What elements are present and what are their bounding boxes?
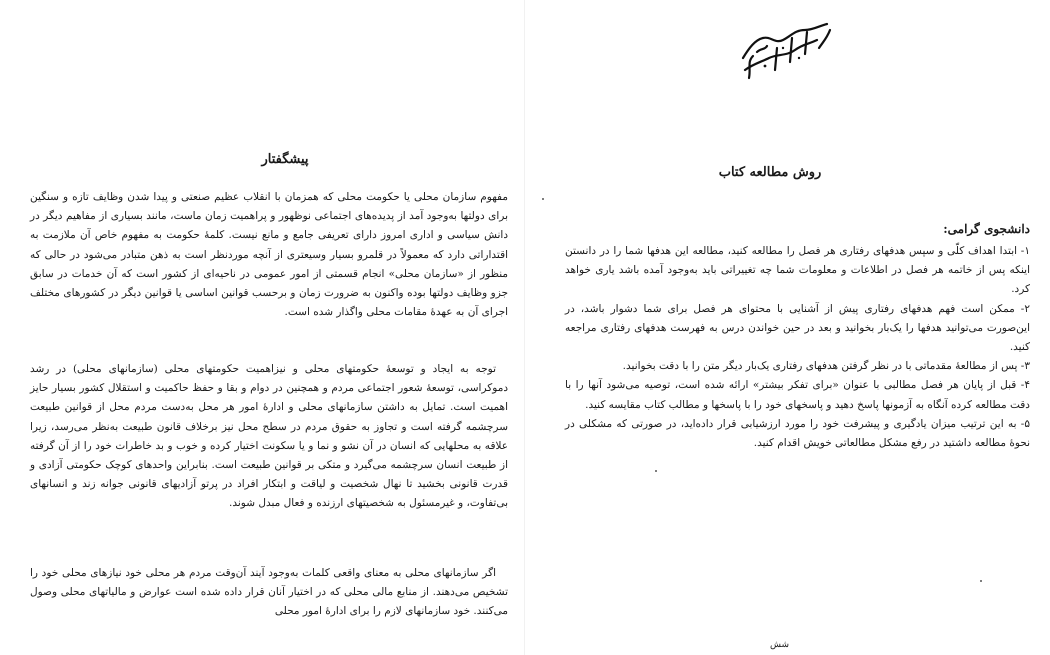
list-item: ۳- پس از مطالعهٔ مقدماتی با در نظر گرفتن هدفهای رفتاری یک‌بار دیگر متن را با دقت بخوانید. (622, 360, 1030, 373)
calligraphy-image (735, 18, 835, 83)
scan-speck (655, 470, 657, 472)
bismillah-calligraphy (735, 18, 835, 83)
page-gutter (524, 0, 525, 655)
paragraph-text: مفهوم سازمان محلی یا حکومت محلی که همزمان با انقلاب عظیم صنعتی و پیدا شدن وظایف تازه و سنگین برای دولتها به‌وجود آمد از پدیده‌های اجتماعی نوظهور و پراهمیت زمان ماست، مانند بسیاری از مفاهیم دیگر در دانش سیاسی و اداری امروز دارای تعریفی جامع و مانع نیست. کلمهٔ حکومت به مفهوم خاص آن ملازمت به اقتداراتی دارد که معمولاً در قلمرو بسیار وسیعتری از آنچه موردنظر است به ذهن متبادر می‌شود در حالی که منظور از «سازمان محلی» انجام قسمتی از امور عمومی در ناحیه‌ای از کشور است که آن خدمات در سابق جزو وظایف دولتها بوده واکنون به ضرورت زمان و برحسب قوانین اساسی یا قوانین دیگر در کشورهای مختلف اجرای آن به عهدهٔ مقامات محلی واگذار شده است. (30, 191, 508, 319)
preface-heading: پیشگفتار (261, 152, 309, 167)
preface-paragraph-3 (30, 564, 508, 622)
preface-paragraph-1 (30, 188, 508, 322)
scan-speck (542, 198, 544, 200)
scan-speck (980, 580, 982, 582)
page-number: شش (770, 640, 790, 650)
study-steps-list (565, 242, 1030, 453)
left-page (0, 0, 520, 655)
list-item: ۵- به این ترتیب میزان یادگیری و پیشرفت خود را مورد ارزشیابی قرار داده‌اید، در صورتی که مشکلی در نحوهٔ مطالعه داشتید در رفع مشکل مطالعاتی خویش اقدام کنید. (565, 417, 1030, 450)
list-item: ۴- قبل از پایان هر فصل مطالبی با عنوان «برای تفکر بیشتر» ارائه شده است، توصیه می‌شود آنها را با دقت مطالعه کرده آنگاه به آزمونها پاسخ دهید و پاسخهای خود را با پاسخها و مطالب کتاب مقایسه کنید. (565, 379, 1030, 411)
study-method-heading: روش مطالعه کتاب (718, 165, 822, 180)
preface-paragraph-2 (30, 360, 508, 514)
list-item: ۲- ممکن است فهم هدفهای رفتاری پیش از آشنایی با محتوای هر فصل برای شما دشوار باشد، در این‌صورت می‌توانید هدفها را یک‌بار بخوانید و بعد در حین خواندن درس به فهرست هدفهای رفتاری مراجعه کنید. (565, 302, 1030, 354)
salutation: دانشجوی گرامی: (943, 222, 1030, 236)
paragraph-text: اگر سازمانهای محلی به معنای واقعی کلمات به‌وجود آیند آن‌وقت مردم هر محلی خود نیازهای محلی خود را تشخیص می‌دهند. از منابع مالی محلی که در اختیار آنان قرار داده شده است عوارض و مالیاتهای محلی وصول می‌کنند. خود سازمانهای لازم را برای ادارهٔ امور محلی (30, 567, 508, 618)
list-item: ۱- ابتدا اهداف کلّی و سپس هدفهای رفتاری هر فصل را مطالعه کنید، مطالعه این هدفها شما را در دانستن اینکه پس از خاتمه هر فصل در اطلاعات و معلومات شما چه تغییراتی باید به‌وجود آمده باشد یاری خواهد کرد. (565, 245, 1030, 296)
paragraph-text: توجه به ایجاد و توسعهٔ حکومتهای محلی و نیزاهمیت حکومتهای محلی (سازمانهای محلی) در رشد دموکراسی، توسعهٔ شعور اجتماعی مردم و همچنین در دوام و بقا و حفظ حاکمیت و استقلال کشور بسیار حایز اهمیت است. تمایل به داشتن سازمانهای محلی و ادارهٔ امور هر محل به‌دست مردم محل از قوانین طبیعت سرچشمه گرفته است و تجاوز به حقوق مردم در سطح محل نیز برخلاف قانون طبیعت به‌نظر می‌رسد، زیرا علاقه به محلهایی که انسان در آن نشو و نما و یا سکونت اختیار کرده و خوب و بد خاطرات خود را از آن گرفته از طبیعت انسان سرچشمه می‌گیرد و متکی بر قوانین طبیعت است. بنابراین واحدهای کوچک حکومتی آزادی و قدرت قانونی بخشید تا نهال شخصیت و لیاقت و ابتکار افراد در پرتو آزادیهای قانونی جوانه زند و انسانهای بی‌تفاوت، و غیرمسئول به شخصیتهای ارزنده و فعال مبدل شوند. (30, 363, 508, 510)
